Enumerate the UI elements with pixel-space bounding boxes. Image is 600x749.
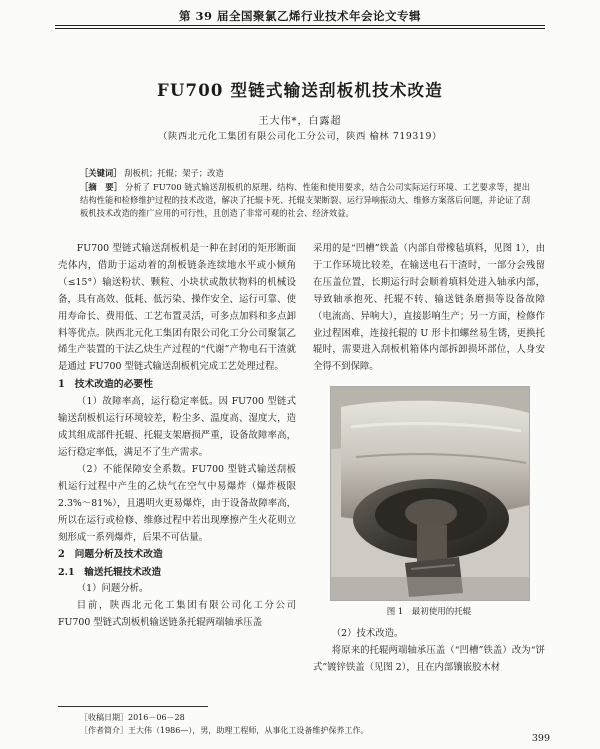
author-line: 王大伟*，白露超 bbox=[258, 116, 342, 127]
right-paragraph-2: （2）技术改造。 bbox=[331, 628, 404, 639]
section-2-1-heading: 2.1 输送托辊技术改造 bbox=[58, 567, 162, 579]
footnote bbox=[80, 711, 550, 737]
abstract-text: 分析了 FU700 链式输送刮板机的原理、结构、性能和使用要求，结合公司实际运行环境、工艺要求等，提出结构性能和检修维护过程的技术改造，解决了托辊卡死、托辊支架断裂、运行异响振动大、维修方案落后问题，并论证了刮板机技术改造的推广应用的可行性，且创造了非常可观的社会、经济效益。 bbox=[80, 182, 530, 218]
intro-paragraph: FU700 型链式输送刮板机是一种在封闭的矩形断面壳体内，借助于运动着的刮板链条连续地水平或小倾角（≤15°）输送粉状、颗粒、小块状或散状物料的机械设备，具有高效、低耗、低污染、操作安全、运行可靠、使用寿命长、费用低、工艺布置灵活，可多点加料和多点卸料等优点。陕西北元化工集团有限公司化工分公司聚氯乙烯生产装置的干法乙炔生产过程的“代谢”产物电石干渣就是通过 FU700 型链式输送刮板机完成工艺处理过程。 bbox=[58, 243, 296, 373]
received-date: ［收稿日期］2016－06－28 bbox=[80, 713, 185, 722]
running-header: 第 39 届全国聚氯乙烯行业技术年会论文专辑 bbox=[178, 9, 421, 23]
section-1-paragraph-1: （1）故障率高，运行稳定率低。因 FU700 型链式输送刮板机运行环境较差，粉尘多、温度高、湿度大，造成其组成部件托辊、托辊支架磨损严重，设备故障率高，运行稳定率低，满足不了生产需求。 bbox=[58, 396, 296, 458]
keywords bbox=[80, 167, 530, 179]
author-bio: ［作者简介］王大伟（1986—），男，助理工程师，从事化工设备维护保养工作。 bbox=[80, 726, 369, 735]
section-1-heading: 1 技术改造的必要性 bbox=[58, 379, 153, 391]
abstract bbox=[80, 181, 530, 220]
left-column bbox=[58, 241, 296, 632]
right-column-continued bbox=[313, 626, 545, 677]
keywords-label: ［关键词］ bbox=[80, 168, 122, 178]
section-2-1-paragraph-1: （1）问题分析。 bbox=[76, 583, 149, 595]
right-paragraph-1: 采用的是“凹槽”铁盖（内部自带橡毡填料，见图 1），由于工作环境比较差，在输送电石干渣时，一部分会残留在压盖位置，长期运行时会顺着填料处进入轴承内部，导致轴承抱死、托辊不转、输送链条磨损等设备故障（电流高、异响大），直接影响生产；另一方面，检修作业过程困难，连接托辊的 U 形卡扣螺丝易生锈，更换托辊时，需要进入刮板机箱体内部拆卸损坏部位，人身安全得不到保障。 bbox=[313, 243, 545, 373]
figure-1-photo bbox=[330, 386, 530, 601]
idler-roller-photo bbox=[331, 387, 529, 600]
section-2-1-paragraph-2: 目前，陕西北元化工集团有限公司化工分公司 FU700 型链式刮板机输送链条托辊两端轴承压盖 bbox=[58, 600, 296, 629]
keywords-text: 刮板机；托辊；架子；改造 bbox=[124, 168, 224, 178]
section-2-heading: 2 问题分析及技术改造 bbox=[58, 549, 163, 561]
abstract-label: ［摘 要］ bbox=[80, 182, 123, 192]
page-number: 399 bbox=[531, 733, 550, 744]
section-1-paragraph-2: （2）不能保障安全系数。FU700 型链式输送刮板机运行过程中产生的乙炔气在空气中易爆炸（爆炸极限 2.3%～81%），且遇明火更易爆炸，由于设备故障率高，所以在运行或检修、维修过程中若出现摩擦产生火花则立刻形成一系列爆炸，后果不可估量。 bbox=[58, 463, 296, 543]
header-rule-thick bbox=[55, 25, 545, 26]
right-column bbox=[313, 241, 545, 376]
affiliation-line: （陕西北元化工集团有限公司化工分公司，陕西 榆林 719319） bbox=[158, 131, 442, 142]
right-paragraph-3: 将原来的托辊两端轴承压盖（“凹槽”铁盖）改为“饼式”镀锌铁盖（见图 2），且在内部镶嵌胶木材 bbox=[313, 644, 545, 673]
header-rule-thin bbox=[55, 28, 545, 29]
figure-1-caption: 图 1 最初使用的托辊 bbox=[386, 607, 472, 617]
article-title: FU700 型链式输送刮板机技术改造 bbox=[157, 81, 443, 100]
footnote-rule bbox=[58, 706, 208, 707]
